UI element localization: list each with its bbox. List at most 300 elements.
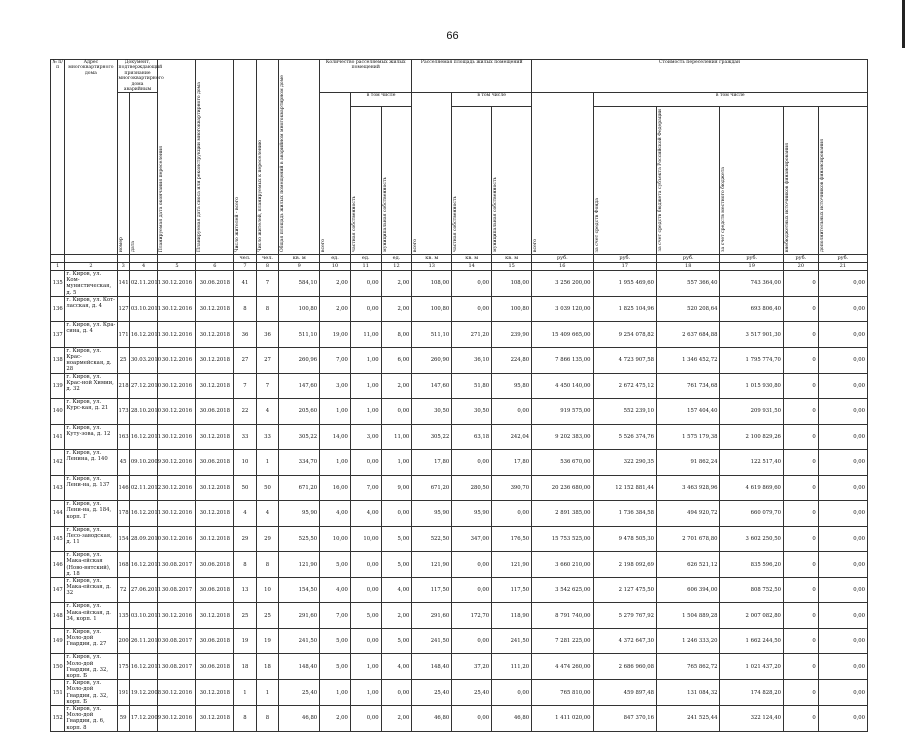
doc-date-cell: 02.11.2012 xyxy=(129,475,158,501)
area-municipal-cell: 242,04 xyxy=(492,424,532,450)
total-area-cell: 205,60 xyxy=(279,399,320,425)
area-private-cell: 347,00 xyxy=(452,526,492,552)
row-number-cell: 141 xyxy=(51,424,65,450)
hdr-cost-in-that: в том числе xyxy=(593,93,867,107)
relocation-date-cell: 30.12.2016 xyxy=(158,501,196,527)
table-row xyxy=(51,347,868,373)
row-number-cell: 150 xyxy=(51,654,65,680)
cost-fund-cell: 1 825 104,96 xyxy=(593,296,656,322)
unit-cell: чел. xyxy=(256,254,279,262)
residents-planned-cell: 4 xyxy=(256,501,279,527)
rooms-total-cell: 2,00 xyxy=(320,706,351,732)
cost-fund-cell: 552 239,10 xyxy=(593,399,656,425)
row-number-cell: 145 xyxy=(51,526,65,552)
address-cell: г. Киров, ул. Мака-ейская, д. 32 xyxy=(65,577,117,603)
cost-other-cell: 0 xyxy=(783,347,818,373)
cost-other-cell: 0 xyxy=(783,654,818,680)
row-number-cell: 135 xyxy=(51,270,65,296)
area-municipal-cell: 224,80 xyxy=(492,347,532,373)
hdr-area-private xyxy=(452,107,492,255)
cost-region-cell: 494 920,72 xyxy=(657,501,720,527)
relocation-date-cell: 30.12.2016 xyxy=(158,475,196,501)
residents-planned-cell: 27 xyxy=(256,347,279,373)
rooms-private-cell: 5,00 xyxy=(350,603,381,629)
cost-fund-cell: 1 955 469,60 xyxy=(593,270,656,296)
cost-total-cell: 536 670,00 xyxy=(532,450,593,476)
doc-date-cell: 28.09.2010 xyxy=(129,526,158,552)
cost-other-cell: 0 xyxy=(783,475,818,501)
hdr-rooms-total xyxy=(320,93,351,255)
cost-region-cell: 2 701 678,80 xyxy=(657,526,720,552)
rooms-municipal-cell: 1,00 xyxy=(381,450,412,476)
cost-total-cell: 7 281 225,00 xyxy=(532,628,593,654)
area-private-cell: 280,50 xyxy=(452,475,492,501)
total-area-cell: 584,10 xyxy=(279,270,320,296)
residents-total-cell: 10 xyxy=(234,450,257,476)
area-total-cell: 511,10 xyxy=(412,322,452,348)
area-total-cell: 108,00 xyxy=(412,270,452,296)
rooms-private-cell: 1,00 xyxy=(350,347,381,373)
row-number-cell: 147 xyxy=(51,577,65,603)
address-cell: г. Киров, ул. Лени-на, д. 184, корп. Г xyxy=(65,501,117,527)
rooms-total-cell: 5,00 xyxy=(320,552,351,578)
area-municipal-cell: 17,80 xyxy=(492,450,532,476)
doc-number-cell: 163 xyxy=(117,424,129,450)
doc-date-cell: 02.11.2011 xyxy=(129,270,158,296)
cost-extra-cell: 0,00 xyxy=(818,296,867,322)
cost-local-cell: 209 931,50 xyxy=(720,399,783,425)
rooms-municipal-cell: 8,00 xyxy=(381,322,412,348)
rooms-private-cell: 1,00 xyxy=(350,373,381,399)
cost-extra-cell: 0,00 xyxy=(818,628,867,654)
doc-number-cell: 127 xyxy=(117,296,129,322)
hdr-relocation-date xyxy=(158,60,196,255)
area-total-cell: 522,50 xyxy=(412,526,452,552)
doc-number-cell: 171 xyxy=(117,322,129,348)
table-row xyxy=(51,475,868,501)
hdr-rooms-group: Количество расселяемых жилых помещений xyxy=(320,60,412,93)
total-area-cell: 95,90 xyxy=(279,501,320,527)
area-private-cell: 0,00 xyxy=(452,628,492,654)
hdr-area-municipal-text: муниципальная собственность xyxy=(493,177,499,252)
rooms-municipal-cell: 4,00 xyxy=(381,577,412,603)
hdr-residents-planned xyxy=(256,60,279,255)
unit-cell: кв. м xyxy=(492,254,532,262)
residents-total-cell: 29 xyxy=(234,526,257,552)
rooms-municipal-cell: 2,00 xyxy=(381,270,412,296)
cost-total-cell: 9 202 383,00 xyxy=(532,424,593,450)
rooms-private-cell: 4,00 xyxy=(350,501,381,527)
area-total-cell: 25,40 xyxy=(412,680,452,706)
rooms-private-cell: 3,00 xyxy=(350,424,381,450)
cost-local-cell: 743 364,00 xyxy=(720,270,783,296)
area-total-cell: 241,50 xyxy=(412,628,452,654)
residents-planned-cell: 1 xyxy=(256,450,279,476)
doc-number-cell: 168 xyxy=(117,552,129,578)
total-area-cell: 148,40 xyxy=(279,654,320,680)
cost-other-cell: 0 xyxy=(783,296,818,322)
hdr-rooms-municipal xyxy=(381,107,412,255)
table-row xyxy=(51,270,868,296)
area-private-cell: 95,90 xyxy=(452,501,492,527)
unit-cell xyxy=(158,254,196,262)
cost-total-cell: 15 753 525,00 xyxy=(532,526,593,552)
row-number-cell: 137 xyxy=(51,322,65,348)
table-row xyxy=(51,577,868,603)
cost-extra-cell: 0,00 xyxy=(818,270,867,296)
doc-date-cell: 17.12.2009 xyxy=(129,706,158,732)
cost-local-cell: 2 007 082,80 xyxy=(720,603,783,629)
cost-extra-cell: 0,00 xyxy=(818,501,867,527)
hdr-total-area xyxy=(279,60,320,255)
area-private-cell: 271,20 xyxy=(452,322,492,348)
row-number-cell: 143 xyxy=(51,475,65,501)
demolition-date-cell: 30.12.2018 xyxy=(196,706,234,732)
rooms-total-cell: 1,00 xyxy=(320,450,351,476)
demolition-date-cell: 30.06.2018 xyxy=(196,450,234,476)
rooms-municipal-cell: 11,00 xyxy=(381,424,412,450)
rooms-private-cell: 10,00 xyxy=(350,526,381,552)
rooms-total-cell: 16,00 xyxy=(320,475,351,501)
unit-cell: руб. xyxy=(532,254,593,262)
address-cell: г. Киров, ул. Ленина, д. 140 xyxy=(65,450,117,476)
cost-other-cell: 0 xyxy=(783,373,818,399)
doc-number-cell: 59 xyxy=(117,706,129,732)
cost-local-cell: 322 124,40 xyxy=(720,706,783,732)
unit-cell: ед. xyxy=(350,254,381,262)
unit-cell: ед. xyxy=(381,254,412,262)
cost-fund-cell: 1 736 384,58 xyxy=(593,501,656,527)
row-number-cell: 152 xyxy=(51,706,65,732)
relocation-date-cell: 30.12.2016 xyxy=(158,322,196,348)
total-area-cell: 671,20 xyxy=(279,475,320,501)
rooms-total-cell: 5,00 xyxy=(320,628,351,654)
demolition-date-cell: 30.12.2018 xyxy=(196,347,234,373)
cost-region-cell: 91 862,24 xyxy=(657,450,720,476)
column-number-cell: 11 xyxy=(350,262,381,270)
cost-total-cell: 20 236 680,00 xyxy=(532,475,593,501)
cost-total-cell: 4 450 140,00 xyxy=(532,373,593,399)
rooms-private-cell: 11,00 xyxy=(350,322,381,348)
hdr-doc-date xyxy=(129,93,158,255)
cost-other-cell: 0 xyxy=(783,680,818,706)
address-cell: г. Киров, ул. Моло-дой Гвардии, д. 32, корп. Б xyxy=(65,654,117,680)
cost-region-cell: 626 521,12 xyxy=(657,552,720,578)
area-municipal-cell: 241,50 xyxy=(492,628,532,654)
cost-total-cell: 765 810,00 xyxy=(532,680,593,706)
rooms-private-cell: 0,00 xyxy=(350,628,381,654)
rooms-total-cell: 14,00 xyxy=(320,424,351,450)
cost-region-cell: 761 734,68 xyxy=(657,373,720,399)
table-row xyxy=(51,322,868,348)
cost-fund-cell: 2 127 475,50 xyxy=(593,577,656,603)
rooms-total-cell: 4,00 xyxy=(320,577,351,603)
residents-planned-cell: 8 xyxy=(256,552,279,578)
cost-local-cell: 3 602 250,50 xyxy=(720,526,783,552)
unit-cell: руб. xyxy=(818,254,867,262)
relocation-date-cell: 30.12.2016 xyxy=(158,296,196,322)
area-municipal-cell: 0,00 xyxy=(492,399,532,425)
total-area-cell: 291,60 xyxy=(279,603,320,629)
cost-region-cell: 2 637 684,88 xyxy=(657,322,720,348)
rooms-private-cell: 0,00 xyxy=(350,296,381,322)
table-row xyxy=(51,501,868,527)
table-row xyxy=(51,296,868,322)
area-private-cell: 36,10 xyxy=(452,347,492,373)
cost-total-cell: 1 411 020,00 xyxy=(532,706,593,732)
unit-cell: кв. м xyxy=(279,254,320,262)
residents-total-cell: 8 xyxy=(234,552,257,578)
cost-fund-cell: 5 279 767,92 xyxy=(593,603,656,629)
residents-total-cell: 36 xyxy=(234,322,257,348)
hdr-doc-date-text: дата xyxy=(130,241,136,252)
area-private-cell: 30,50 xyxy=(452,399,492,425)
hdr-rooms-in-that: в том числе xyxy=(350,93,411,107)
demolition-date-cell: 30.12.2018 xyxy=(196,373,234,399)
rooms-municipal-cell: 4,00 xyxy=(381,654,412,680)
cost-extra-cell: 0,00 xyxy=(818,603,867,629)
cost-fund-cell: 12 152 881,44 xyxy=(593,475,656,501)
doc-number-cell: 146 xyxy=(117,475,129,501)
cost-local-cell: 660 079,70 xyxy=(720,501,783,527)
rooms-total-cell: 10,00 xyxy=(320,526,351,552)
cost-fund-cell: 2 198 092,69 xyxy=(593,552,656,578)
area-private-cell: 25,40 xyxy=(452,680,492,706)
table-body xyxy=(51,270,868,731)
cost-other-cell: 0 xyxy=(783,424,818,450)
area-municipal-cell: 46,80 xyxy=(492,706,532,732)
address-cell: г. Киров, ул. Курс-кая, д. 21 xyxy=(65,399,117,425)
units-row xyxy=(51,254,868,262)
unit-cell: кв. м xyxy=(452,254,492,262)
area-private-cell: 0,00 xyxy=(452,552,492,578)
residents-planned-cell: 1 xyxy=(256,680,279,706)
relocation-date-cell: 30.12.2016 xyxy=(158,270,196,296)
doc-number-cell: 191 xyxy=(117,680,129,706)
column-number-cell: 2 xyxy=(65,262,117,270)
cost-local-cell: 1 795 774,70 xyxy=(720,347,783,373)
cost-total-cell: 8 791 740,00 xyxy=(532,603,593,629)
address-cell: г. Киров, ул. Моло-дой Гвардии, д. 32, корп. Б xyxy=(65,680,117,706)
rooms-private-cell: 0,00 xyxy=(350,450,381,476)
residents-total-cell: 8 xyxy=(234,296,257,322)
total-area-cell: 147,60 xyxy=(279,373,320,399)
hdr-cost-total-text: всего xyxy=(533,238,539,252)
doc-number-cell: 135 xyxy=(117,603,129,629)
hdr-document: Документ, подтверждающий признание многоквартирного дома аварийным xyxy=(118,60,164,93)
column-number-cell: 13 xyxy=(412,262,452,270)
residents-planned-cell: 10 xyxy=(256,577,279,603)
hdr-doc-number xyxy=(117,93,129,255)
column-number-cell: 9 xyxy=(279,262,320,270)
table-row xyxy=(51,373,868,399)
residents-planned-cell: 7 xyxy=(256,373,279,399)
unit-cell xyxy=(51,254,65,262)
address-cell: г. Киров, ул. Лесо-заводская, д. 11 xyxy=(65,526,117,552)
column-number-cell: 7 xyxy=(234,262,257,270)
doc-number-cell: 200 xyxy=(117,628,129,654)
area-private-cell: 0,00 xyxy=(452,577,492,603)
cost-region-cell: 557 366,40 xyxy=(657,270,720,296)
cost-fund-cell: 2 686 960,08 xyxy=(593,654,656,680)
address-cell: г. Киров, ул. Моло-дой Гвардии, д. 6, корп. 8 xyxy=(65,706,117,732)
cost-total-cell: 919 575,00 xyxy=(532,399,593,425)
relocation-date-cell: 30.12.2016 xyxy=(158,373,196,399)
unit-cell xyxy=(129,254,158,262)
demolition-date-cell: 30.06.2018 xyxy=(196,628,234,654)
cost-other-cell: 0 xyxy=(783,501,818,527)
demolition-date-cell: 30.06.2018 xyxy=(196,270,234,296)
cost-fund-cell: 9 478 505,30 xyxy=(593,526,656,552)
area-total-cell: 148,40 xyxy=(412,654,452,680)
rooms-municipal-cell: 6,00 xyxy=(381,347,412,373)
rooms-total-cell: 7,00 xyxy=(320,347,351,373)
unit-cell: руб. xyxy=(593,254,656,262)
cost-extra-cell: 0,00 xyxy=(818,475,867,501)
total-area-cell: 525,50 xyxy=(279,526,320,552)
doc-number-cell: 175 xyxy=(117,654,129,680)
cost-extra-cell: 0,00 xyxy=(818,577,867,603)
area-private-cell: 51,80 xyxy=(452,373,492,399)
cost-other-cell: 0 xyxy=(783,322,818,348)
table-row xyxy=(51,706,868,732)
cost-local-cell: 122 517,40 xyxy=(720,450,783,476)
doc-date-cell: 16.12.2011 xyxy=(129,322,158,348)
hdr-cost-fund xyxy=(593,107,656,255)
address-cell: г. Киров, ул. Ком-мунистическая, д. 5 xyxy=(65,270,117,296)
rooms-total-cell: 19,00 xyxy=(320,322,351,348)
residents-total-cell: 19 xyxy=(234,628,257,654)
cost-fund-cell: 4 723 907,58 xyxy=(593,347,656,373)
column-number-cell: 18 xyxy=(657,262,720,270)
residents-total-cell: 7 xyxy=(234,373,257,399)
address-cell: г. Киров, ул. Лени-на, д. 137 xyxy=(65,475,117,501)
rooms-municipal-cell: 5,00 xyxy=(381,526,412,552)
address-cell: г. Киров, ул. Крас-ноармейская, д. 28 xyxy=(65,347,117,373)
hdr-residents-total-text: Число жителей - всего xyxy=(235,196,241,252)
area-private-cell: 0,00 xyxy=(452,450,492,476)
area-municipal-cell: 0,00 xyxy=(492,680,532,706)
cost-local-cell: 1 015 930,80 xyxy=(720,373,783,399)
area-private-cell: 0,00 xyxy=(452,270,492,296)
unit-cell: руб. xyxy=(783,254,818,262)
cost-fund-cell: 9 254 078,82 xyxy=(593,322,656,348)
address-cell: г. Киров, ул. Куту-зова, д. 12 xyxy=(65,424,117,450)
area-municipal-cell: 118,90 xyxy=(492,603,532,629)
unit-cell xyxy=(65,254,117,262)
hdr-area-private-text: частная собственность xyxy=(453,195,459,252)
hdr-residents-planned-text: Число жителей, планируемых к переселению xyxy=(257,140,263,252)
area-municipal-cell: 239,90 xyxy=(492,322,532,348)
hdr-area-total-text: всего xyxy=(413,238,419,252)
cost-extra-cell: 0,00 xyxy=(818,424,867,450)
doc-date-cell: 19.12.2008 xyxy=(129,680,158,706)
hdr-cost-local-text: за счет средств местного бюджета xyxy=(721,167,727,252)
doc-number-cell: 45 xyxy=(117,450,129,476)
hdr-cost-total xyxy=(532,93,593,255)
residents-planned-cell: 33 xyxy=(256,424,279,450)
column-number-cell: 8 xyxy=(256,262,279,270)
rooms-total-cell: 7,00 xyxy=(320,603,351,629)
area-total-cell: 100,80 xyxy=(412,296,452,322)
relocation-date-cell: 30.12.2016 xyxy=(158,706,196,732)
table-row xyxy=(51,526,868,552)
relocation-date-cell: 30.08.2017 xyxy=(158,577,196,603)
residents-planned-cell: 29 xyxy=(256,526,279,552)
doc-date-cell: 16.12.2011 xyxy=(129,501,158,527)
unit-cell: руб. xyxy=(657,254,720,262)
residents-total-cell: 27 xyxy=(234,347,257,373)
residents-planned-cell: 7 xyxy=(256,270,279,296)
area-total-cell: 305,22 xyxy=(412,424,452,450)
relocation-date-cell: 30.12.2016 xyxy=(158,680,196,706)
area-municipal-cell: 100,80 xyxy=(492,296,532,322)
doc-number-cell: 173 xyxy=(117,399,129,425)
cost-local-cell: 1 021 437,20 xyxy=(720,654,783,680)
residents-planned-cell: 36 xyxy=(256,322,279,348)
address-cell: г. Киров, ул. Крас-ной Химии, д. 32 xyxy=(65,373,117,399)
column-number-cell: 5 xyxy=(158,262,196,270)
residents-total-cell: 22 xyxy=(234,399,257,425)
address-cell: г. Киров, ул. Мака-ейская (Ново-вятский), д. 18 xyxy=(65,552,117,578)
column-number-cell: 3 xyxy=(117,262,129,270)
relocation-date-cell: 30.08.2017 xyxy=(158,628,196,654)
cost-fund-cell: 847 370,16 xyxy=(593,706,656,732)
doc-date-cell: 09.10.2009 xyxy=(129,450,158,476)
cost-local-cell: 4 619 869,60 xyxy=(720,475,783,501)
rooms-total-cell: 2,00 xyxy=(320,270,351,296)
hdr-cost-extra xyxy=(818,107,867,255)
rooms-municipal-cell: 5,00 xyxy=(381,628,412,654)
doc-date-cell: 16.12.2011 xyxy=(129,552,158,578)
area-total-cell: 30,50 xyxy=(412,399,452,425)
demolition-date-cell: 30.06.2018 xyxy=(196,552,234,578)
area-municipal-cell: 121,90 xyxy=(492,552,532,578)
doc-date-cell: 27.12.2010 xyxy=(129,373,158,399)
total-area-cell: 260,96 xyxy=(279,347,320,373)
hdr-rooms-total-text: всего xyxy=(321,238,327,252)
doc-date-cell: 16.12.2011 xyxy=(129,654,158,680)
doc-date-cell: 28.10.2010 xyxy=(129,399,158,425)
cost-other-cell: 0 xyxy=(783,270,818,296)
rooms-municipal-cell: 0,00 xyxy=(381,680,412,706)
rooms-municipal-cell: 9,00 xyxy=(381,475,412,501)
column-number-cell: 1 xyxy=(51,262,65,270)
residents-total-cell: 1 xyxy=(234,680,257,706)
column-number-cell: 19 xyxy=(720,262,783,270)
hdr-rooms-private-text: частная собственность xyxy=(351,195,357,252)
doc-number-cell: 218 xyxy=(117,373,129,399)
row-number-cell: 142 xyxy=(51,450,65,476)
cost-extra-cell: 0,00 xyxy=(818,322,867,348)
rooms-private-cell: 7,00 xyxy=(350,475,381,501)
area-total-cell: 117,50 xyxy=(412,577,452,603)
residents-total-cell: 33 xyxy=(234,424,257,450)
total-area-cell: 100,80 xyxy=(279,296,320,322)
area-total-cell: 671,20 xyxy=(412,475,452,501)
relocation-date-cell: 30.08.2017 xyxy=(158,552,196,578)
cost-other-cell: 0 xyxy=(783,603,818,629)
cost-extra-cell: 0,00 xyxy=(818,399,867,425)
cost-local-cell: 3 517 901,30 xyxy=(720,322,783,348)
address-cell: г. Киров, ул. Кра-сина, д. 4 xyxy=(65,322,117,348)
rooms-private-cell: 1,00 xyxy=(350,654,381,680)
unit-cell: кв. м xyxy=(412,254,452,262)
rooms-municipal-cell: 0,00 xyxy=(381,399,412,425)
row-number-cell: 139 xyxy=(51,373,65,399)
residents-planned-cell: 18 xyxy=(256,654,279,680)
area-total-cell: 95,90 xyxy=(412,501,452,527)
